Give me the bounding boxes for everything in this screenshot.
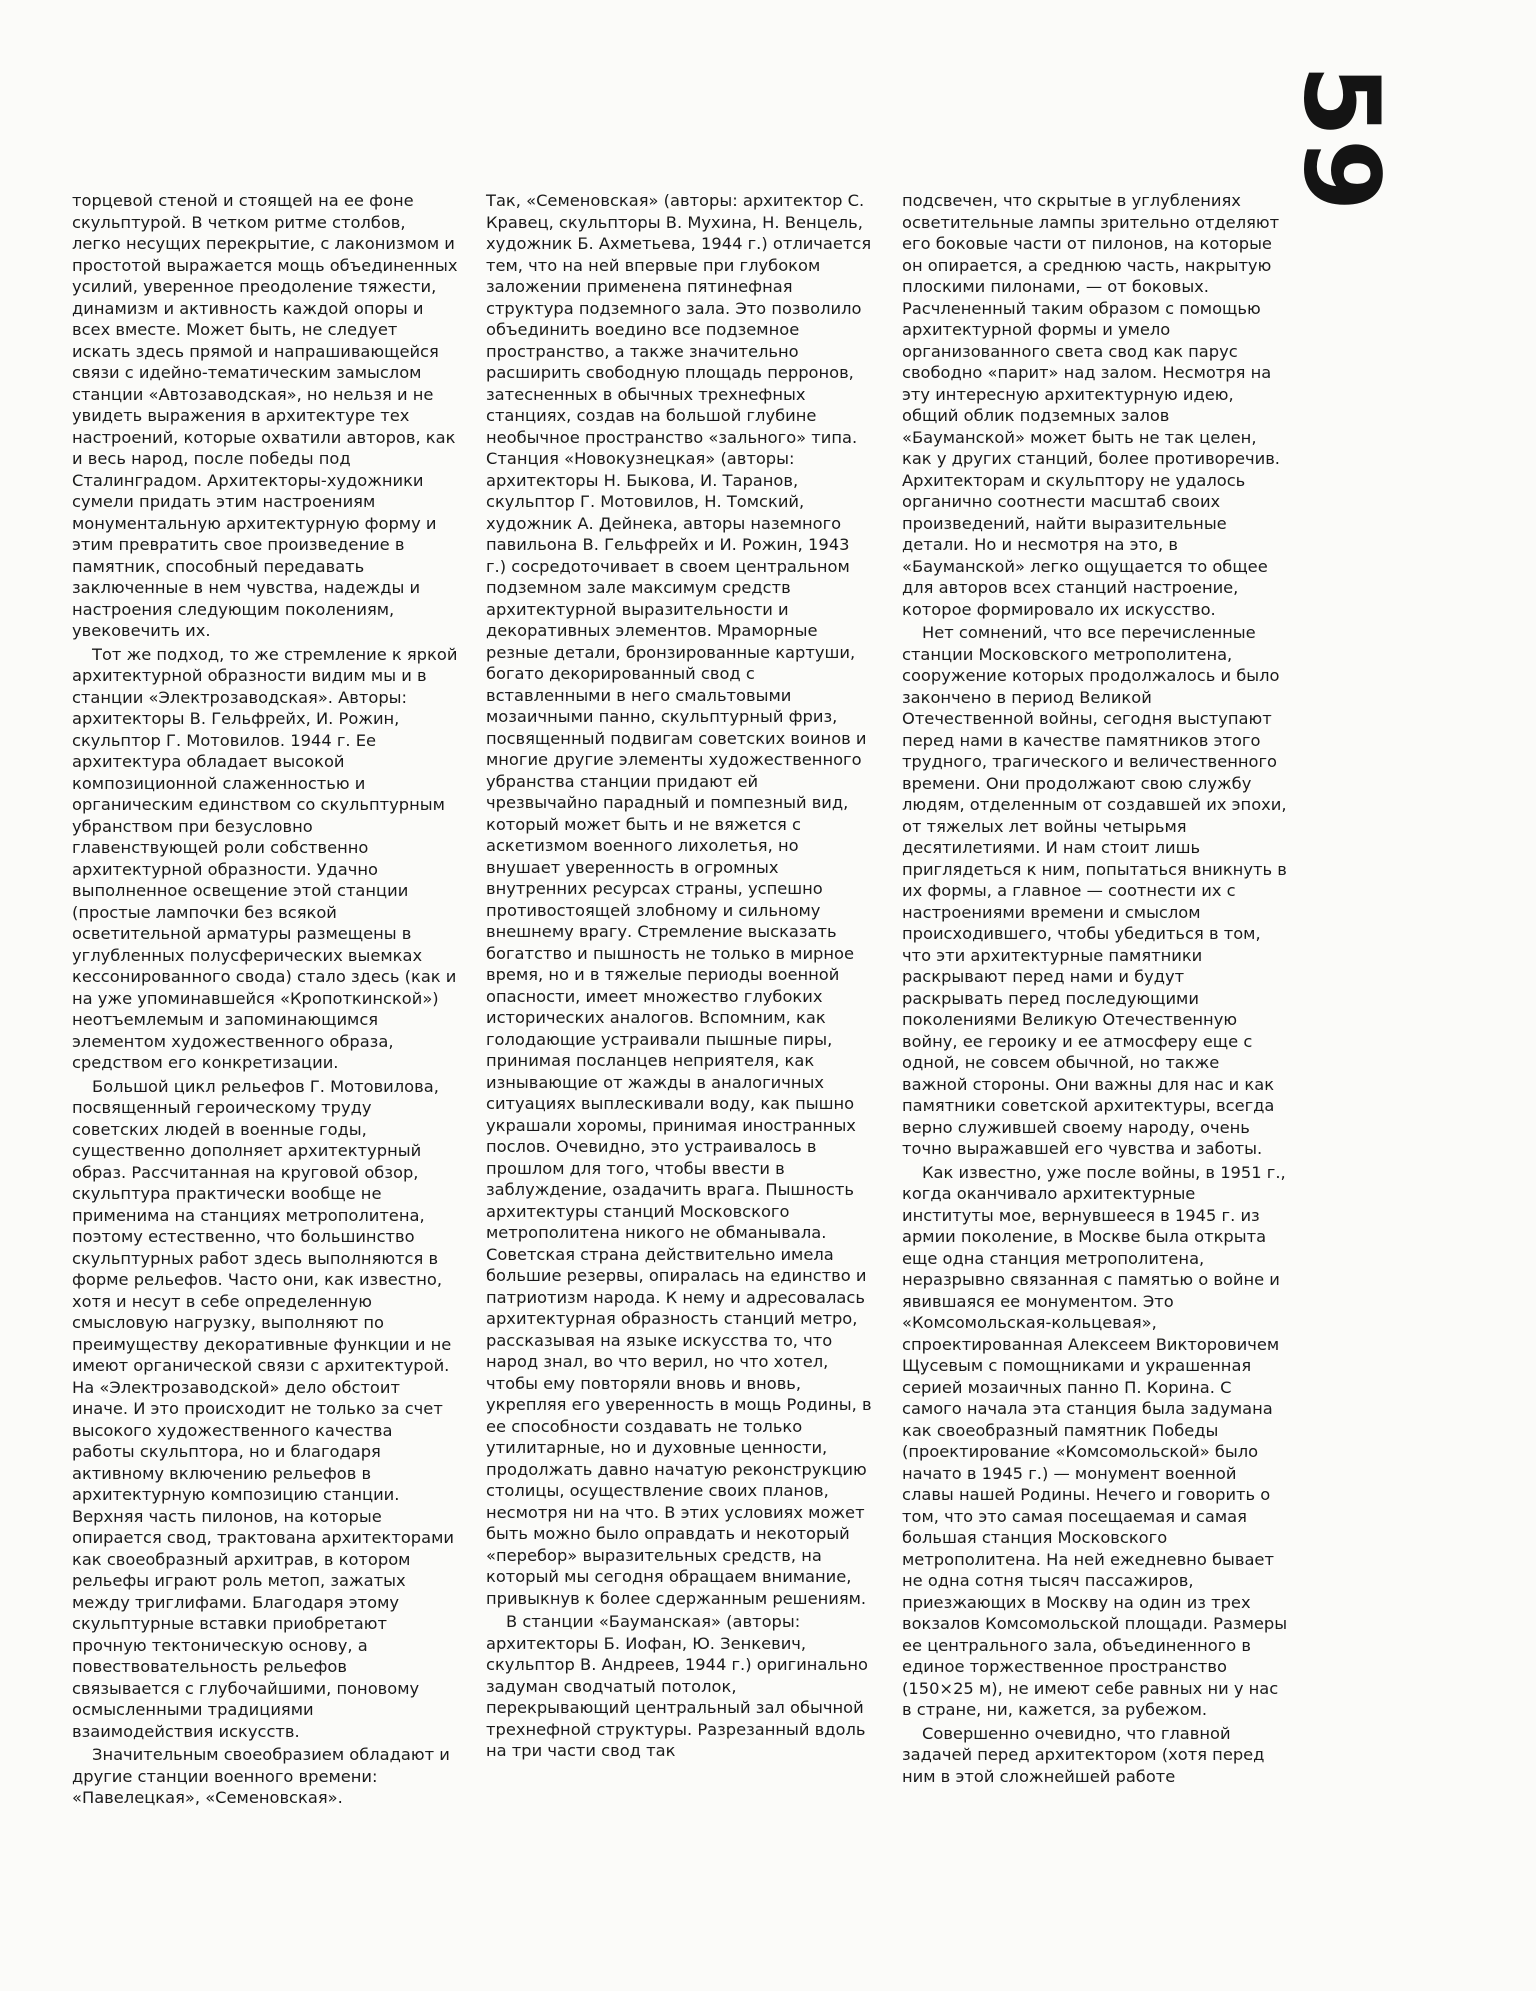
page-number: 59 (1280, 64, 1403, 214)
paragraph: подсвечен, что скрытые в углублениях осветительные лампы зрительно отделяют его боковые части от пилонов, на которые он опирается, а среднюю часть, накрытую плоскими пилонами, — от боковых. Расчлененный таким образом с помощью архитектурной формы и умело организованного света свод как парус свободно «парит» над залом. Несмотря на эту интересную архитектурную идею, общий облик подземных залов «Бауманской» может быть не так целен, как у других станций, более противоречив. Архитекторам и скульптору не удалось органично соотнести масштаб своих произведений, найти выразительные детали. Но и несмотря на это, в «Бауманской» легко ощущается то общее для авторов всех станций настроение, которое формировало их искусство. (902, 191, 1280, 619)
paragraph: Как известно, уже после войны, в 1951 г., когда оканчивало архитектурные институты мое, вернувшееся в 1945 г. из армии поколение, в Москве была открыта еще одна станция метрополитена, неразрывно связанная с памятью о войне и явившаяся ее монументом. Это «Комсомольская-кольцевая», спроектированная Алексеем Викторовичем Щусевым с помощниками и украшенная серией мозаичных панно П. Корина. С самого начала эта станция была задумана как своеобразный памятник Победы (проектирование «Комсомольской» было начато в 1945 г.) — монумент военной славы нашей Родины. Нечего и говорить о том, что это самая посещаемая и самая большая станция Московского метрополитена. На ней ежедневно бывает не одна сотня тысяч пассажиров, приезжающих в Москву на один из трех вокзалов Комсомольской площади. Размеры ее центрального зала, объединенного в единое торжественное пространство (150×25 м), не имеют себе равных ни у нас в стране, ни, кажется, за рубежом. (902, 1162, 1288, 1719)
paragraph: Нет сомнений, что все перечисленные станции Московского метрополитена, сооружение которых продолжалось и было закончено в период Великой Отечественной войны, сегодня выступают перед нами в качестве памятников этого трудного, трагического и величественного времени. Они продолжают свою службу людям, отделенным от создавшей их эпохи, от тяжелых лет войны четырьмя десятилетиями. И нам стоит лишь приглядеться к ним, попытаться вникнуть в их формы, а главное — соотнести их с настроениями времени и смыслом происходившего, чтобы убедиться в том, что эти архитектурные памятники раскрывают перед нами и будут раскрывать перед последующими поколениями Великую Отечественную войну, ее героику и ее атмосферу еще с одной, не совсем обычной, но также важной стороны. Они важны для нас и как памятники советской архитектуры, всегда верно служившей своему народу, очень точно выражавшей его чувства и заботы. (902, 623, 1287, 1158)
text-column-2 (486, 190, 872, 1762)
paragraph: Тот же подход, то же стремление к яркой архитектурной образности видим мы и в станции «Электрозаводская». Авторы: архитекторы В. Гельфрейх, И. Рожин, скульптор Г. Мотовилов. 1944 г. Ее архитектура обладает высокой композиционной слаженностью и органическим единством со скульптурным убранством при безусловно главенствующей роли собственно архитектурной образности. Удачно выполненное освещение этой станции (простые лампочки без всякой осветительной арматуры размещены в углубленных полусферических выемках кессонированного свода) стало здесь (как и на уже упоминавшейся «Кропоткинской») неотъемлемым и запоминающимся элементом художественного образа, средством его конкретизации. (72, 644, 458, 1072)
paragraph: торцевой стеной и стоящей на ее фоне скульптурой. В четком ритме столбов, легко несущих перекрытие, с лаконизмом и простотой выражается мощь объединенных усилий, уверенное преодоление тяжести, динамизм и активность каждой опоры и всех вместе. Может быть, не следует искать здесь прямой и напрашивающейся связи с идейно-тематическим замыслом станции «Автозаводская», но нельзя и не увидеть выражения в архитектуре тех настроений, которые охватили авторов, как и весь народ, после победы под Сталинградом. Архитекторы-художники сумели придать этим настроениям монументальную архитектурную форму и этим превратить свое произведение в памятник, способный передавать заключенные в нем чувства, надежды и настроения следующим поколениям, увековечить их. (72, 191, 458, 640)
paragraph: Так, «Семеновская» (авторы: архитектор С. Кравец, скульпторы В. Мухина, Н. Венцель, художник Б. Ахметьева, 1944 г.) отличается тем, что на ней впервые при глубоком заложении применена пятинефная структура подземного зала. Это позволило объединить воедино все подземное пространство, а также значительно расширить свободную площадь перронов, затесненных в обычных трехнефных станциях, создав на большой глубине необычное пространство «зального» типа. Станция «Новокузнецкая» (авторы: архитекторы Н. Быкова, И. Таранов, скульптор Г. Мотовилов, Н. Томский, художник А. Дейнека, авторы наземного павильона В. Гельфрейх и И. Рожин, 1943 г.) сосредоточивает в своем центральном подземном зале максимум средств архитектурной выразительности и декоративных элементов. Мраморные резные детали, бронзированные картуши, богато декорированный свод с вставленными в него смальтовыми мозаичными панно, скульптурный фриз, посвященный подвигам советских воинов и многие другие элементы художественного убранства станции придают ей чрезвычайно парадный и помпезный вид, который может быть и не вяжется с аскетизмом военного лихолетья, но внушает уверенность в огромных внутренних ресурсах страны, успешно противостоящей злобному и сильному внешнему врагу. Стремление высказать богатство и пышность не только в мирное время, но и в тяжелые периоды военной опасности, имеет множество глубоких исторических аналогов. Вспомним, как голодающие устраивали пышные пиры, принимая посланцев неприятеля, как изнывающие от жажды в аналогичных ситуациях выплескивали воду, как пышно украшали хоромы, принимая иностранных послов. Очевидно, это устраивалось в прошлом для того, чтобы ввести в заблуждение, озадачить врага. Пышность архитектуры станций Московского метрополитена никого не обманывала. Советская страна действительно имела большие резервы, опиралась на единство и патриотизм народа. К нему и адресовалась архитектурная образность станций метро, рассказывая на языке искусства то, что народ знал, во что верил, но что хотел, чтобы ему повторяли вновь и вновь, укрепляя его уверенность в мощь Родины, в ее способности создавать не только утилитарные, но и духовные ценности, продолжать давно начатую реконструкцию столицы, осуществление своих планов, несмотря ни на что. В этих условиях может быть можно было оправдать и некоторый «перебор» выразительных средств, на который мы сегодня обращаем внимание, привыкнув к более сдержанным решениям. (486, 191, 872, 1608)
paragraph: Большой цикл рельефов Г. Мотовилова, посвященный героическому труду советских людей в военные годы, существенно дополняет архитектурный образ. Рассчитанная на круговой обзор, скульптура практически вообще не применима на станциях метрополитена, поэтому естественно, что большинство скульптурных работ здесь выполняются в форме рельефов. Часто они, как известно, хотя и несут в себе определенную смысловую нагрузку, выполняют по преимуществу декоративные функции и не имеют органической связи с архитектурой. На «Электрозаводской» дело обстоит иначе. И это происходит не только за счет высокого художественного качества работы скульптора, но и благодаря активному включению рельефов в архитектурную композицию станции. Верхняя часть пилонов, на которые опирается свод, трактована архитекторами как своеобразный архитрав, в котором рельефы играют роль метоп, зажатых между триглифами. Благодаря этому скульптурные вставки приобретают прочную тектоническую основу, а повествовательность рельефов связывается с глубочайшими, поновому осмысленными традициями взаимодействия искусств. (72, 1076, 454, 1741)
text-column-3 (902, 190, 1288, 1787)
paragraph: Значительным своеобразием обладают и другие станции военного времени: «Павелецкая», «Семеновская». (72, 1745, 450, 1807)
paragraph: В станции «Бауманская» (авторы: архитекторы Б. Иофан, Ю. Зенкевич, скульптор В. Андреев, 1944 г.) оригинально задуман сводчатый потолок, перекрывающий центральный зал обычной трехнефной структуры. Разрезанный вдоль на три части свод так (486, 1612, 869, 1760)
text-column-1 (72, 190, 458, 1809)
paragraph: Совершенно очевидно, что главной задачей перед архитектором (хотя перед ним в этой сложнейшей работе (902, 1723, 1265, 1786)
